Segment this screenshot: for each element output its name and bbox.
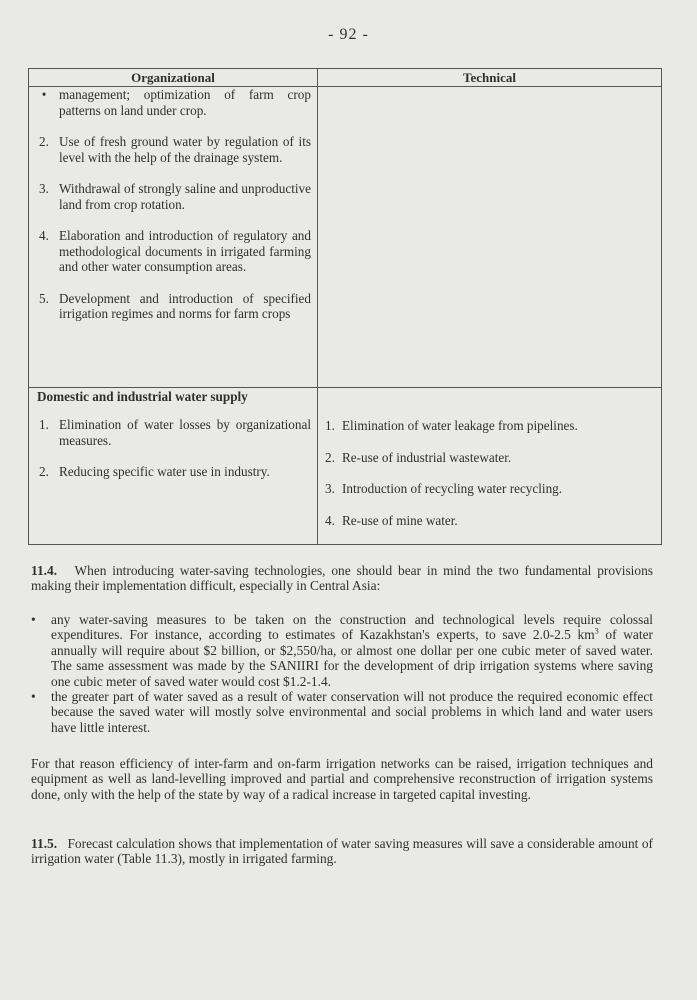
header-technical: Technical: [318, 69, 662, 87]
list-item-text: Reducing specific water use in industry.: [59, 464, 270, 479]
list-item: [318, 481, 661, 497]
bottom-technical-cell: [318, 388, 662, 545]
list-item: [29, 464, 317, 480]
list-item: [29, 417, 317, 448]
bullet-icon: •: [31, 689, 36, 705]
top-organizational-list: [29, 87, 317, 322]
list-item-text: Use of fresh ground water by regulation of its level with the help of the drainage system.: [59, 134, 311, 165]
list-item-number: 4.: [39, 228, 49, 243]
list-item-number: 2.: [325, 449, 335, 465]
list-item: [29, 181, 317, 212]
list-item-number: 1.: [325, 418, 335, 433]
list-item-number: 3.: [325, 481, 335, 496]
list-item-text: Elaboration and introduction of regulatory and methodological documents in irrigated farming and other water consumption areas.: [59, 228, 311, 274]
list-item: [318, 418, 661, 434]
section-label-11-5: 11.5.: [31, 836, 58, 851]
list-item-text: Re-use of industrial wastewater.: [342, 449, 512, 465]
table-row: [29, 87, 662, 388]
top-organizational-cell: [29, 87, 318, 388]
section-text-11-4: When introducing water-saving technologies, one should bear in mind the two fundamental provisions making their implementation difficult, especially in Central Asia:: [31, 563, 654, 594]
list-item-text: management; optimization of farm crop patterns on land under crop.: [59, 87, 311, 118]
bullet-list: [31, 612, 653, 735]
bullet-icon: •: [31, 612, 36, 627]
list-item-number: •: [41, 87, 47, 102]
section-title-domestic-industrial: Domestic and industrial water supply: [37, 389, 248, 404]
page-number: - 92 -: [328, 26, 369, 43]
list-item-text: Withdrawal of strongly saline and unproductive land from crop rotation.: [59, 181, 311, 212]
list-item-text: Elimination of water losses by organizational measures.: [59, 417, 311, 448]
list-item: [318, 513, 661, 529]
section-label-11-4: 11.4.: [31, 563, 58, 578]
list-item-number: 2.: [39, 134, 49, 149]
table-header-row: [29, 69, 662, 87]
list-item-text: Re-use of mine water.: [342, 512, 458, 528]
section-text-11-5: Forecast calculation shows that implementation of water saving measures will save a considerable amount of irrigation water (Table 11.3), mostly in irrigated farming.: [31, 836, 653, 867]
top-technical-cell: [318, 87, 662, 388]
header-organizational: Organizational: [29, 69, 318, 87]
paragraph-11-4: [31, 563, 653, 594]
list-item-number: 4.: [325, 512, 335, 528]
list-item: [318, 450, 661, 466]
bullet-text-part: of water annually will require about $2 billion, or $2,550/ha, or almost one dollar per one cubic meter of saved water. The same assessment was made by the SANIIRI for the development of drip irrigation systems where saving one cubic meter of saved water would cost $1.2-1.4.: [51, 627, 654, 689]
list-item-text: Introduction of recycling water recycling.: [342, 481, 563, 496]
list-item: [29, 87, 317, 118]
list-item: [29, 291, 317, 322]
list-item: [31, 612, 653, 689]
list-item-number: 5.: [39, 290, 49, 306]
list-item: [29, 134, 317, 165]
paragraph-reason: For that reason efficiency of inter-farm and on-farm irrigation networks can be raised, irrigation techniques and equipment as well as land-levelling improved and partial and comprehensive reconstruction of irrigation systems done, only with the help of the state by way of a radical increase in targeted capital investing.: [31, 756, 653, 802]
list-item-number: 1.: [39, 417, 49, 432]
list-item: [31, 689, 653, 735]
table-row: [29, 388, 662, 545]
list-item-text: Elimination of water leakage from pipelines.: [342, 418, 578, 433]
bottom-organizational-cell: [29, 388, 318, 545]
measures-table: [28, 68, 662, 545]
list-item-number: 3.: [39, 181, 49, 196]
list-item: [29, 228, 317, 275]
list-item-number: 2.: [39, 464, 49, 479]
bullet-text: the greater part of water saved as a result of water conservation will not produce the required economic effect because the saved water will mostly solve environmental and social problems in which land and water users have little interest.: [51, 689, 653, 735]
bottom-organizational-list: [29, 405, 317, 480]
bullet-text-part: any water-saving measures to be taken on the construction and technological levels require colossal expenditures. For instance, according to estimates of Kazakhstan's experts, to save 2.0-2.5 km: [51, 612, 653, 643]
superscript: 3: [594, 626, 599, 636]
bottom-technical-list: [318, 388, 661, 528]
paragraph-11-5: [31, 836, 653, 867]
list-item-text: Development and introduction of specified irrigation regimes and norms for farm crops: [59, 290, 311, 321]
